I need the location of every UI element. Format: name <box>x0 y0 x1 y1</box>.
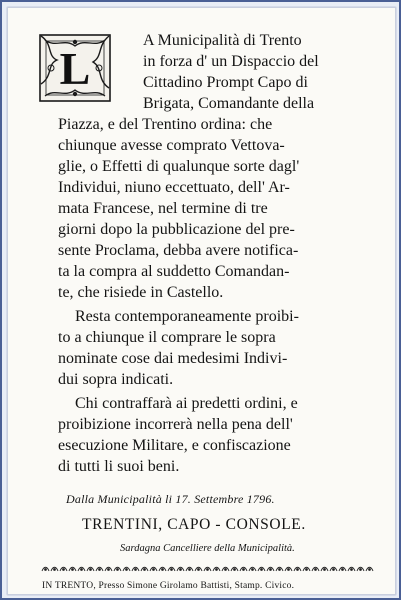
text-line: Cittadino Prompt Capo di <box>143 74 308 91</box>
ornamental-rule <box>40 565 374 573</box>
text-line: di tutti li suoi beni. <box>58 458 180 475</box>
text-line: glie, o Effetti di qualunque sorte dagl' <box>58 158 300 175</box>
initial-letter: L <box>59 43 91 94</box>
paragraph-1 <box>58 30 363 303</box>
printer-imprint: IN TRENTO, Presso Simone Girolamo Battisti, Stamp. Civico. <box>42 581 295 591</box>
text-line: nominate cose dai medesimi Indivi- <box>58 350 288 367</box>
text-line: Chi contraffarà ai predetti ordini, e <box>75 395 298 412</box>
text-line: dui sopra indicati. <box>58 371 174 388</box>
text-line: te, che risiede in Castello. <box>58 284 224 301</box>
signature-consul: TRENTINI, CAPO - CONSOLE. <box>82 516 306 533</box>
text-line: to a chiunque il comprare le sopra <box>58 329 276 346</box>
text-line: ta la compra al suddetto Comandan- <box>58 263 290 280</box>
text-line: Brigata, Comandante della <box>143 95 315 112</box>
paragraph-3 <box>58 393 363 477</box>
text-line: esecuzione Militare, e confiscazione <box>58 437 291 454</box>
text-line: mata Francese, nel termine di tre <box>58 200 268 217</box>
text-line: sente Proclama, debba avere notifica- <box>58 242 299 259</box>
dateline: Dalla Municipalità li 17. Settembre 1796. <box>66 492 275 506</box>
text-line: A Municipalità di Trento <box>143 32 302 49</box>
paragraph-2 <box>58 306 363 390</box>
proclamation-page <box>7 7 396 595</box>
text-line: giorni dopo la pubblicazione del pre- <box>58 221 295 238</box>
text-line: chiunque avesse comprato Vettova- <box>58 137 285 154</box>
proclamation-body <box>58 30 363 477</box>
text-line: in forza d' un Dispaccio del <box>143 53 319 70</box>
text-line: proibizione incorrerà nella pena dell' <box>58 416 293 433</box>
text-line: Individui, niuno eccettuato, dell' Ar- <box>58 179 290 196</box>
signature-chancellor: Sardagna Cancelliere della Municipalità. <box>120 543 295 554</box>
text-line: Resta contemporaneamente proibi- <box>75 308 299 325</box>
text-line: Piazza, e del Trentino ordina: che <box>58 116 273 133</box>
